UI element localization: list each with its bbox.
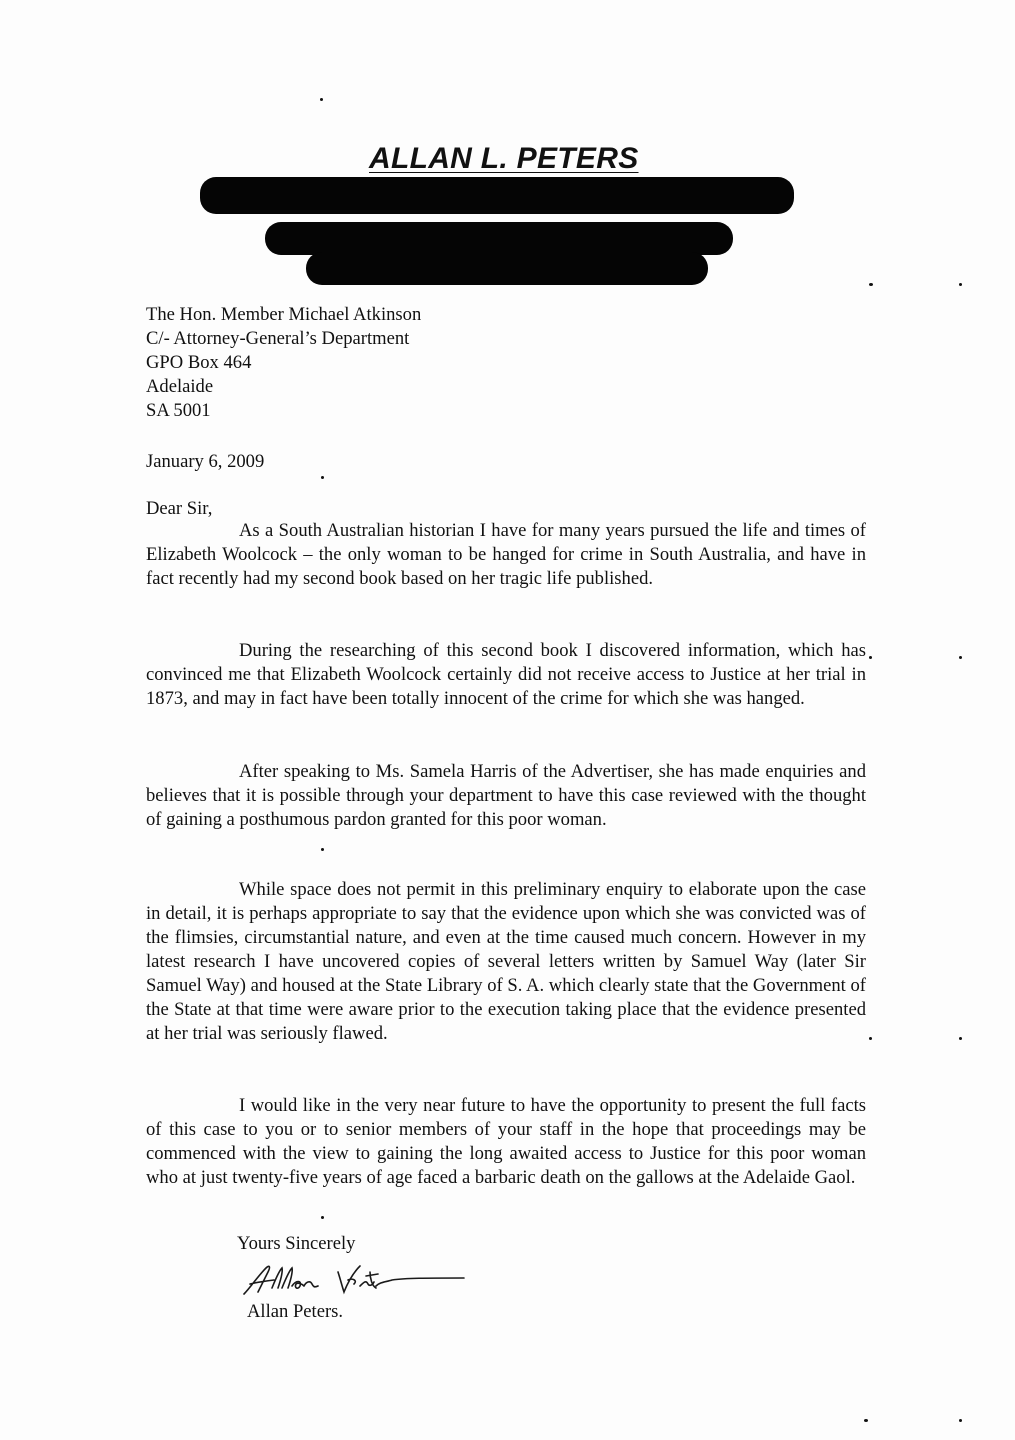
handwritten-signature bbox=[236, 1258, 476, 1300]
scan-speck bbox=[959, 283, 962, 286]
body-paragraph-3: After speaking to Ms. Samela Harris of the Advertiser, she has made enquiries and believes that it is possible through your department to have this case reviewed with the thought of gaining a posthumous pardon granted for this poor woman. bbox=[146, 761, 866, 830]
recipient-line: The Hon. Member Michael Atkinson bbox=[146, 304, 422, 325]
letter-date: January 6, 2009 bbox=[146, 451, 265, 472]
scan-speck bbox=[959, 656, 962, 659]
redacted-address-line-3 bbox=[306, 252, 708, 285]
scan-speck bbox=[869, 283, 873, 286]
scan-speck bbox=[959, 1419, 962, 1422]
printed-signer-name: Allan Peters. bbox=[247, 1301, 344, 1322]
body-paragraph-1: As a South Australian historian I have for many years pursued the life and times of Elizabeth Woolcock – the only woman to be hanged for crime in South Australia, and have in fact recently had my second book based on her tragic life published. bbox=[146, 520, 866, 589]
redacted-address-line-2 bbox=[265, 222, 733, 255]
scan-speck bbox=[864, 1419, 868, 1422]
body-paragraph-5: I would like in the very near future to have the opportunity to present the full facts of this case to you or to senior members of your staff in the hope that proceedings may be commenced with the view to gaining the long awaited access to Justice for this poor woman who at just twenty-five years of age faced a barbaric death on the gallows at the Adelaide Gaol. bbox=[146, 1095, 866, 1188]
salutation: Dear Sir, bbox=[146, 498, 213, 519]
scan-speck bbox=[959, 1037, 962, 1040]
recipient-line: SA 5001 bbox=[146, 400, 211, 421]
letterhead-name: ALLAN L. PETERS bbox=[369, 142, 639, 175]
body-paragraph-2: During the researching of this second book I discovered information, which has convinced me that Elizabeth Woolcock certainly did not receive access to Justice at her trial in 1873, and may in fact have been totally innocent of the crime for which she was hanged. bbox=[146, 640, 866, 709]
valediction: Yours Sincerely bbox=[237, 1233, 356, 1254]
scan-speck bbox=[869, 656, 872, 659]
recipient-line: GPO Box 464 bbox=[146, 352, 252, 373]
scan-speck bbox=[320, 98, 323, 101]
recipient-line: Adelaide bbox=[146, 376, 214, 397]
recipient-line: C/- Attorney-General’s Department bbox=[146, 328, 410, 349]
scan-speck bbox=[321, 1216, 324, 1219]
scan-speck bbox=[321, 476, 324, 479]
redacted-address-line-1 bbox=[200, 177, 794, 214]
scan-speck bbox=[869, 1037, 872, 1040]
scan-speck bbox=[321, 848, 324, 851]
body-paragraph-4: While space does not permit in this preliminary enquiry to elaborate upon the case in detail, it is perhaps appropriate to say that the evidence upon which she was convicted was of the flimsies, circumstantial nature, and even at the time caused much concern. However in my latest research I have uncovered copies of several letters written by Samuel Way (later Sir Samuel Way) and housed at the State Library of S. A. which clearly state that the Government of the State at that time were aware prior to the execution taking place that the evidence presented at her trial was seriously flawed. bbox=[146, 879, 866, 1044]
recipient-address bbox=[146, 303, 866, 423]
